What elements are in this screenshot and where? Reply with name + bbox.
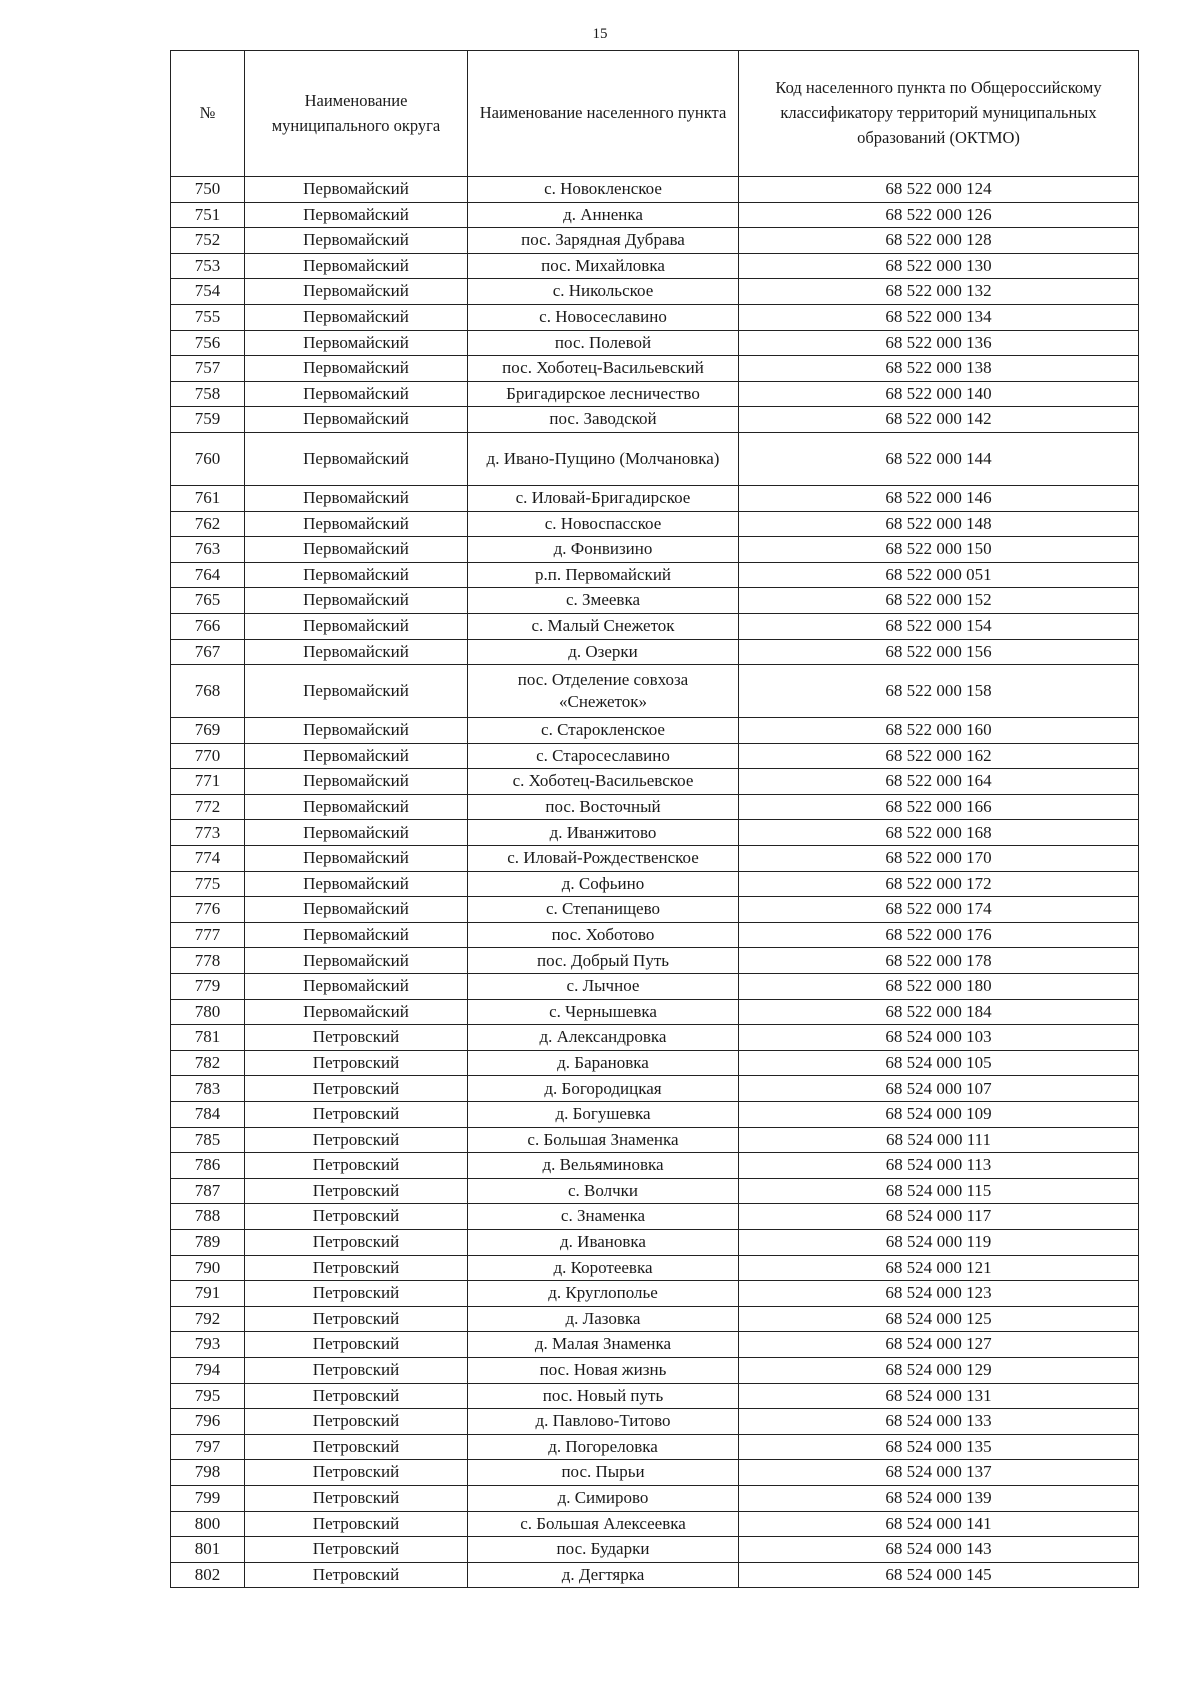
row-number: 767 — [171, 639, 245, 665]
table-row — [171, 1025, 1139, 1051]
row-oktmo-code: 68 522 000 174 — [739, 897, 1139, 923]
row-number: 762 — [171, 511, 245, 537]
row-settlement: с. Хоботец-Васильевское — [468, 769, 739, 795]
row-settlement: с. Чернышевка — [468, 999, 739, 1025]
row-settlement: д. Павлово-Титово — [468, 1409, 739, 1435]
table-row — [171, 1102, 1139, 1128]
row-oktmo-code: 68 522 000 152 — [739, 588, 1139, 614]
row-settlement: д. Озерки — [468, 639, 739, 665]
row-oktmo-code: 68 524 000 139 — [739, 1485, 1139, 1511]
row-oktmo-code: 68 522 000 140 — [739, 381, 1139, 407]
row-oktmo-code: 68 522 000 130 — [739, 253, 1139, 279]
row-district: Первомайский — [245, 432, 468, 485]
row-settlement: Бригадирское лесничество — [468, 381, 739, 407]
table-row — [171, 1281, 1139, 1307]
row-settlement: пос. Полевой — [468, 330, 739, 356]
row-oktmo-code: 68 522 000 156 — [739, 639, 1139, 665]
table-row — [171, 1485, 1139, 1511]
row-number: 802 — [171, 1562, 245, 1588]
row-number: 798 — [171, 1460, 245, 1486]
row-number: 782 — [171, 1050, 245, 1076]
row-number: 778 — [171, 948, 245, 974]
table-row — [171, 511, 1139, 537]
row-district: Петровский — [245, 1229, 468, 1255]
row-settlement: пос. Пырьи — [468, 1460, 739, 1486]
row-oktmo-code: 68 524 000 107 — [739, 1076, 1139, 1102]
row-district: Первомайский — [245, 228, 468, 254]
row-district: Петровский — [245, 1102, 468, 1128]
row-number: 773 — [171, 820, 245, 846]
row-number: 776 — [171, 897, 245, 923]
row-number: 754 — [171, 279, 245, 305]
row-settlement: д. Малая Знаменка — [468, 1332, 739, 1358]
row-oktmo-code: 68 522 000 146 — [739, 485, 1139, 511]
row-settlement: д. Вельяминовка — [468, 1153, 739, 1179]
row-oktmo-code: 68 522 000 168 — [739, 820, 1139, 846]
table-header — [171, 51, 1139, 177]
table-row — [171, 846, 1139, 872]
row-settlement: д. Богородицкая — [468, 1076, 739, 1102]
row-number: 770 — [171, 743, 245, 769]
row-district: Первомайский — [245, 948, 468, 974]
table-row — [171, 1562, 1139, 1588]
row-settlement: пос. Восточный — [468, 794, 739, 820]
row-settlement: пос. Зарядная Дубрава — [468, 228, 739, 254]
header-oktmo-code: Код населенного пункта по Общероссийскому классификатору территорий муниципальных образований (ОКТМО) — [739, 51, 1139, 177]
row-number: 786 — [171, 1153, 245, 1179]
row-oktmo-code: 68 524 000 129 — [739, 1357, 1139, 1383]
row-settlement: пос. Новый путь — [468, 1383, 739, 1409]
table-row — [171, 871, 1139, 897]
row-oktmo-code: 68 522 000 178 — [739, 948, 1139, 974]
row-oktmo-code: 68 522 000 051 — [739, 562, 1139, 588]
row-settlement: с. Степанищево — [468, 897, 739, 923]
row-number: 791 — [171, 1281, 245, 1307]
row-number: 757 — [171, 356, 245, 382]
table-row — [171, 356, 1139, 382]
row-settlement: с. Старокленское — [468, 718, 739, 744]
table-row — [171, 794, 1139, 820]
row-number: 774 — [171, 846, 245, 872]
row-settlement: д. Ивановка — [468, 1229, 739, 1255]
row-settlement: с. Лычное — [468, 974, 739, 1000]
row-district: Первомайский — [245, 999, 468, 1025]
row-number: 751 — [171, 202, 245, 228]
row-number: 755 — [171, 304, 245, 330]
table-row — [171, 974, 1139, 1000]
row-oktmo-code: 68 524 000 123 — [739, 1281, 1139, 1307]
row-district: Петровский — [245, 1306, 468, 1332]
row-oktmo-code: 68 522 000 176 — [739, 922, 1139, 948]
table-row — [171, 177, 1139, 203]
row-district: Первомайский — [245, 253, 468, 279]
row-district: Петровский — [245, 1383, 468, 1409]
row-district: Первомайский — [245, 202, 468, 228]
row-settlement: пос. Заводской — [468, 407, 739, 433]
row-oktmo-code: 68 524 000 141 — [739, 1511, 1139, 1537]
row-number: 772 — [171, 794, 245, 820]
row-settlement: д. Иванжитово — [468, 820, 739, 846]
row-district: Петровский — [245, 1025, 468, 1051]
row-district: Петровский — [245, 1485, 468, 1511]
row-number: 768 — [171, 665, 245, 718]
row-settlement: с. Иловай-Бригадирское — [468, 485, 739, 511]
row-oktmo-code: 68 522 000 142 — [739, 407, 1139, 433]
row-oktmo-code: 68 524 000 145 — [739, 1562, 1139, 1588]
row-settlement: пос. Отделение совхоза «Снежеток» — [468, 665, 739, 718]
row-number: 763 — [171, 537, 245, 563]
row-number: 801 — [171, 1537, 245, 1563]
row-number: 794 — [171, 1357, 245, 1383]
row-number: 793 — [171, 1332, 245, 1358]
row-settlement: с. Новоспасское — [468, 511, 739, 537]
row-settlement: д. Анненка — [468, 202, 739, 228]
row-settlement: д. Дегтярка — [468, 1562, 739, 1588]
row-oktmo-code: 68 522 000 144 — [739, 432, 1139, 485]
row-district: Петровский — [245, 1050, 468, 1076]
table-row — [171, 948, 1139, 974]
table-row — [171, 562, 1139, 588]
table-row — [171, 485, 1139, 511]
row-district: Петровский — [245, 1409, 468, 1435]
row-oktmo-code: 68 522 000 158 — [739, 665, 1139, 718]
row-oktmo-code: 68 524 000 115 — [739, 1178, 1139, 1204]
row-district: Первомайский — [245, 588, 468, 614]
row-oktmo-code: 68 522 000 134 — [739, 304, 1139, 330]
row-district: Первомайский — [245, 794, 468, 820]
table-row — [171, 743, 1139, 769]
row-settlement: с. Никольское — [468, 279, 739, 305]
row-settlement: д. Лазовка — [468, 1306, 739, 1332]
row-number: 764 — [171, 562, 245, 588]
row-number: 785 — [171, 1127, 245, 1153]
row-district: Петровский — [245, 1153, 468, 1179]
row-settlement: д. Симирово — [468, 1485, 739, 1511]
row-number: 765 — [171, 588, 245, 614]
table-row — [171, 897, 1139, 923]
table-row — [171, 1537, 1139, 1563]
row-district: Первомайский — [245, 613, 468, 639]
row-oktmo-code: 68 522 000 170 — [739, 846, 1139, 872]
row-number: 775 — [171, 871, 245, 897]
row-number: 781 — [171, 1025, 245, 1051]
row-district: Первомайский — [245, 974, 468, 1000]
row-settlement: д. Коротеевка — [468, 1255, 739, 1281]
row-oktmo-code: 68 524 000 103 — [739, 1025, 1139, 1051]
table-row — [171, 1127, 1139, 1153]
row-oktmo-code: 68 522 000 136 — [739, 330, 1139, 356]
row-oktmo-code: 68 524 000 119 — [739, 1229, 1139, 1255]
row-oktmo-code: 68 524 000 133 — [739, 1409, 1139, 1435]
table-row — [171, 279, 1139, 305]
row-oktmo-code: 68 522 000 148 — [739, 511, 1139, 537]
table-row — [171, 1409, 1139, 1435]
table-row — [171, 1153, 1139, 1179]
header-number: № — [171, 51, 245, 177]
row-oktmo-code: 68 522 000 132 — [739, 279, 1139, 305]
row-settlement: пос. Добрый Путь — [468, 948, 739, 974]
row-settlement: с. Малый Снежеток — [468, 613, 739, 639]
row-district: Петровский — [245, 1076, 468, 1102]
row-settlement: пос. Бударки — [468, 1537, 739, 1563]
row-district: Первомайский — [245, 407, 468, 433]
row-settlement: с. Большая Знаменка — [468, 1127, 739, 1153]
row-number: 796 — [171, 1409, 245, 1435]
row-oktmo-code: 68 522 000 172 — [739, 871, 1139, 897]
row-district: Первомайский — [245, 177, 468, 203]
row-district: Петровский — [245, 1281, 468, 1307]
row-oktmo-code: 68 524 000 135 — [739, 1434, 1139, 1460]
header-district: Наименование муниципального округа — [245, 51, 468, 177]
table-row — [171, 330, 1139, 356]
row-settlement: с. Новосеславино — [468, 304, 739, 330]
row-number: 787 — [171, 1178, 245, 1204]
row-settlement: с. Змеевка — [468, 588, 739, 614]
table-row — [171, 613, 1139, 639]
table-row — [171, 407, 1139, 433]
settlements-table — [170, 50, 1139, 1588]
row-oktmo-code: 68 522 000 128 — [739, 228, 1139, 254]
table-row — [171, 253, 1139, 279]
row-settlement: с. Знаменка — [468, 1204, 739, 1230]
row-district: Петровский — [245, 1178, 468, 1204]
table-row — [171, 1229, 1139, 1255]
row-district: Петровский — [245, 1434, 468, 1460]
row-district: Первомайский — [245, 330, 468, 356]
row-settlement: д. Богушевка — [468, 1102, 739, 1128]
row-district: Первомайский — [245, 769, 468, 795]
row-settlement: пос. Михайловка — [468, 253, 739, 279]
table-row — [171, 1460, 1139, 1486]
table-row — [171, 432, 1139, 485]
row-settlement: с. Иловай-Рождественское — [468, 846, 739, 872]
row-oktmo-code: 68 522 000 124 — [739, 177, 1139, 203]
row-district: Первомайский — [245, 304, 468, 330]
row-number: 759 — [171, 407, 245, 433]
row-oktmo-code: 68 524 000 117 — [739, 1204, 1139, 1230]
row-number: 753 — [171, 253, 245, 279]
row-number: 756 — [171, 330, 245, 356]
row-oktmo-code: 68 524 000 109 — [739, 1102, 1139, 1128]
table-row — [171, 1178, 1139, 1204]
row-district: Петровский — [245, 1562, 468, 1588]
row-number: 784 — [171, 1102, 245, 1128]
row-district: Первомайский — [245, 846, 468, 872]
page-number: 15 — [592, 26, 608, 42]
row-district: Первомайский — [245, 639, 468, 665]
row-number: 789 — [171, 1229, 245, 1255]
table-row — [171, 718, 1139, 744]
row-settlement: с. Большая Алексеевка — [468, 1511, 739, 1537]
row-number: 790 — [171, 1255, 245, 1281]
row-district: Первомайский — [245, 820, 468, 846]
row-district: Первомайский — [245, 665, 468, 718]
row-number: 769 — [171, 718, 245, 744]
row-district: Петровский — [245, 1332, 468, 1358]
table-row — [171, 665, 1139, 718]
table-row — [171, 304, 1139, 330]
row-oktmo-code: 68 524 000 125 — [739, 1306, 1139, 1332]
table-row — [171, 769, 1139, 795]
row-district: Петровский — [245, 1537, 468, 1563]
row-district: Петровский — [245, 1460, 468, 1486]
table-row — [171, 1076, 1139, 1102]
row-number: 783 — [171, 1076, 245, 1102]
row-number: 797 — [171, 1434, 245, 1460]
row-number: 795 — [171, 1383, 245, 1409]
row-settlement: пос. Хоботец-Васильевский — [468, 356, 739, 382]
row-number: 758 — [171, 381, 245, 407]
row-settlement: р.п. Первомайский — [468, 562, 739, 588]
row-number: 761 — [171, 485, 245, 511]
row-oktmo-code: 68 524 000 105 — [739, 1050, 1139, 1076]
row-oktmo-code: 68 522 000 126 — [739, 202, 1139, 228]
row-oktmo-code: 68 522 000 180 — [739, 974, 1139, 1000]
row-district: Первомайский — [245, 922, 468, 948]
row-settlement: д. Александровка — [468, 1025, 739, 1051]
row-settlement: с. Новокленское — [468, 177, 739, 203]
table-row — [171, 381, 1139, 407]
row-district: Первомайский — [245, 279, 468, 305]
row-district: Петровский — [245, 1357, 468, 1383]
row-number: 780 — [171, 999, 245, 1025]
table-row — [171, 1204, 1139, 1230]
table-row — [171, 588, 1139, 614]
table-row — [171, 1357, 1139, 1383]
row-number: 766 — [171, 613, 245, 639]
row-oktmo-code: 68 524 000 131 — [739, 1383, 1139, 1409]
row-district: Первомайский — [245, 562, 468, 588]
row-number: 799 — [171, 1485, 245, 1511]
row-settlement: пос. Новая жизнь — [468, 1357, 739, 1383]
table-row — [171, 1383, 1139, 1409]
row-settlement: д. Фонвизино — [468, 537, 739, 563]
row-oktmo-code: 68 522 000 164 — [739, 769, 1139, 795]
row-district: Первомайский — [245, 897, 468, 923]
row-number: 777 — [171, 922, 245, 948]
table-row — [171, 202, 1139, 228]
row-oktmo-code: 68 524 000 111 — [739, 1127, 1139, 1153]
row-district: Первомайский — [245, 743, 468, 769]
row-district: Первомайский — [245, 381, 468, 407]
row-number: 752 — [171, 228, 245, 254]
row-settlement: д. Барановка — [468, 1050, 739, 1076]
header-settlement: Наименование населенного пункта — [468, 51, 739, 177]
header-row — [171, 51, 1139, 177]
table-row — [171, 999, 1139, 1025]
row-oktmo-code: 68 522 000 166 — [739, 794, 1139, 820]
row-settlement: д. Ивано-Пущино (Молчановка) — [468, 432, 739, 485]
row-number: 779 — [171, 974, 245, 1000]
row-number: 792 — [171, 1306, 245, 1332]
table-row — [171, 1306, 1139, 1332]
table-row — [171, 1434, 1139, 1460]
row-number: 800 — [171, 1511, 245, 1537]
row-district: Первомайский — [245, 871, 468, 897]
table-row — [171, 820, 1139, 846]
row-settlement: д. Круглополье — [468, 1281, 739, 1307]
row-district: Первомайский — [245, 718, 468, 744]
row-oktmo-code: 68 522 000 154 — [739, 613, 1139, 639]
row-number: 750 — [171, 177, 245, 203]
row-settlement: с. Волчки — [468, 1178, 739, 1204]
row-settlement: с. Старосеславино — [468, 743, 739, 769]
row-number: 788 — [171, 1204, 245, 1230]
row-oktmo-code: 68 522 000 150 — [739, 537, 1139, 563]
row-district: Петровский — [245, 1204, 468, 1230]
row-settlement: д. Погореловка — [468, 1434, 739, 1460]
row-oktmo-code: 68 522 000 160 — [739, 718, 1139, 744]
row-number: 760 — [171, 432, 245, 485]
table-row — [171, 1255, 1139, 1281]
row-settlement: д. Софьино — [468, 871, 739, 897]
row-oktmo-code: 68 524 000 121 — [739, 1255, 1139, 1281]
table-row — [171, 639, 1139, 665]
row-oktmo-code: 68 524 000 137 — [739, 1460, 1139, 1486]
row-district: Петровский — [245, 1127, 468, 1153]
row-oktmo-code: 68 524 000 127 — [739, 1332, 1139, 1358]
table-row — [171, 228, 1139, 254]
table-row — [171, 922, 1139, 948]
table-row — [171, 1511, 1139, 1537]
table-row — [171, 537, 1139, 563]
row-number: 771 — [171, 769, 245, 795]
table-row — [171, 1332, 1139, 1358]
row-oktmo-code: 68 522 000 138 — [739, 356, 1139, 382]
row-district: Петровский — [245, 1511, 468, 1537]
row-oktmo-code: 68 522 000 162 — [739, 743, 1139, 769]
row-district: Первомайский — [245, 356, 468, 382]
table-body — [171, 177, 1139, 1588]
row-settlement: пос. Хоботово — [468, 922, 739, 948]
row-oktmo-code: 68 522 000 184 — [739, 999, 1139, 1025]
row-district: Первомайский — [245, 511, 468, 537]
row-district: Петровский — [245, 1255, 468, 1281]
row-district: Первомайский — [245, 485, 468, 511]
table-row — [171, 1050, 1139, 1076]
row-oktmo-code: 68 524 000 113 — [739, 1153, 1139, 1179]
row-district: Первомайский — [245, 537, 468, 563]
row-oktmo-code: 68 524 000 143 — [739, 1537, 1139, 1563]
